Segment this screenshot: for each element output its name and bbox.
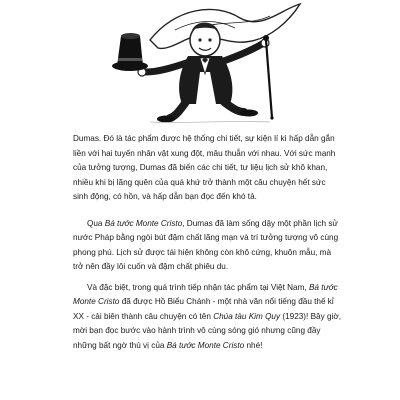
- paragraph-2: [73, 217, 341, 275]
- magician-illustration: [0, 0, 400, 125]
- paragraph-3-seg-7: nhé!: [244, 340, 263, 350]
- book-title-italic: Bá tước Monte Cristo: [73, 282, 338, 306]
- paragraph-3-seg-3: đã được Hồ Biểu Chánh - một nhà văn nổi tiếng đầu thế kỉ XX - cải biên thành câu chuyện có tên: [73, 297, 334, 321]
- adaptation-title-italic: Chúa tàu Kim Quy: [213, 311, 281, 321]
- body-text: [73, 132, 341, 353]
- cane-shape: [263, 35, 274, 120]
- paragraph-1: [73, 132, 341, 205]
- book-title-italic: Bá tước Monte Cristo: [166, 340, 245, 350]
- top-hat-shape: [112, 33, 148, 71]
- paragraph-3: [73, 281, 341, 354]
- book-title-italic: Bá tước Monte Cristo: [104, 218, 183, 228]
- paragraph-2-seg-1: Qua: [87, 218, 105, 228]
- scarf-shape: [150, 4, 300, 48]
- paragraph-2-seg-3: , Dumas đã làm sống dậy một phần lịch sử nước Pháp bằng ngòi bút đậm chất lãng mạn và trí tưởng tượng vô cùng phong phú. Lịch sử được tái hiện không còn khô cứng, khuôn mẫu, mà trở nên đầy lôi cuốn và đậm chất phiêu du.: [73, 218, 339, 271]
- paragraph-3-seg-5: (1923)! Bây giờ, mời bạn đọc bước vào hành trình vô cùng sóng gió nhưng cũng đầy những bất ngờ thú vị của: [73, 311, 341, 350]
- paragraph-1-text: Dumas. Đó là tác phẩm được hệ thống chi tiết, sự kiện lí kì hấp dẫn gắn liền với hai tuyến nhân vật xung đột, mâu thuẫn với nhau. Với sức mạnh của tưởng tượng, Dumas đã biến các chi tiết, tư liệu lịch sử khô khan, nhiều khi bị lãng quên của quá khứ trở thành một câu chuyện hết sức sinh động, có hồn, và hấp dẫn bạn đọc đến khó tả.: [73, 134, 336, 201]
- paragraph-3-seg-1: Và đặc biệt, trong quá trình tiếp nhận tác phẩm tại Việt Nam,: [87, 282, 309, 292]
